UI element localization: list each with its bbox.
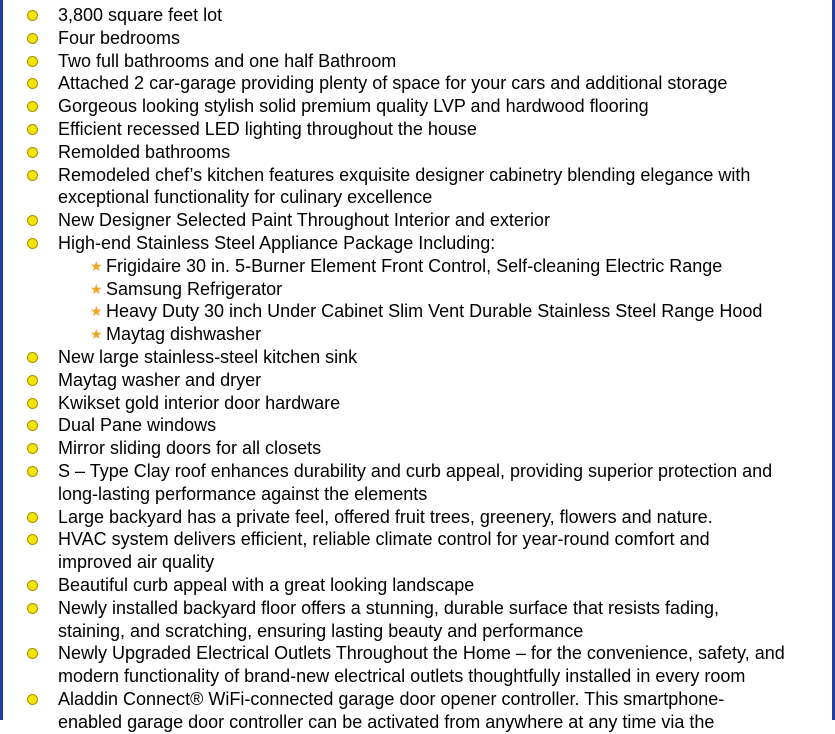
feature-text: New Designer Selected Paint Throughout Interior and exterior — [58, 210, 550, 231]
feature-text: Large backyard has a private feel, offered fruit trees, greenery, flowers and nature. — [58, 506, 713, 527]
feature-item — [0, 414, 835, 437]
bullet-icon — [27, 420, 38, 431]
feature-item — [0, 27, 835, 50]
bullet-icon — [27, 603, 38, 614]
feature-text: enabled garage door controller can be activated from anywhere at any time via the — [58, 711, 715, 732]
feature-item — [0, 95, 835, 118]
star-icon: ★ — [90, 280, 103, 297]
feature-item — [0, 642, 835, 688]
feature-text: Kwikset gold interior door hardware — [58, 392, 341, 413]
feature-text: Gorgeous looking stylish solid premium quality LVP and hardwood flooring — [58, 96, 649, 117]
bullet-icon — [27, 466, 38, 477]
feature-item — [0, 72, 835, 95]
feature-item — [0, 437, 835, 460]
feature-text: Two full bathrooms and one half Bathroom — [58, 50, 397, 71]
bullet-icon — [27, 238, 38, 249]
feature-text: staining, and scratching, ensuring lasting beauty and performance — [58, 620, 584, 641]
bullet-icon — [27, 694, 38, 705]
bullet-icon — [27, 512, 38, 523]
feature-text: modern functionality of brand-new electrical outlets thoughtfully installed in every room — [58, 666, 746, 687]
feature-item — [0, 232, 835, 255]
bullet-icon — [27, 170, 38, 181]
feature-item — [0, 118, 835, 141]
feature-text: Remolded bathrooms — [58, 141, 231, 162]
appliance-text: Maytag dishwasher — [106, 324, 262, 345]
bullet-icon — [27, 78, 38, 89]
feature-text: Newly installed backyard floor offers a stunning, durable surface that resists fading, — [58, 597, 720, 618]
feature-text: Mirror sliding doors for all closets — [58, 438, 322, 459]
bullet-icon — [27, 10, 38, 21]
feature-text: Maytag washer and dryer — [58, 369, 262, 390]
feature-item — [0, 141, 835, 164]
appliance-text: Heavy Duty 30 inch Under Cabinet Slim Vent Durable Stainless Steel Range Hood — [106, 301, 763, 322]
feature-item — [0, 688, 835, 734]
feature-text: Dual Pane windows — [58, 415, 217, 436]
feature-item — [0, 369, 835, 392]
feature-item — [0, 460, 835, 506]
feature-text: HVAC system delivers efficient, reliable climate control for year-round comfort and — [58, 529, 710, 550]
bullet-icon — [27, 534, 38, 545]
bullet-icon — [27, 443, 38, 454]
feature-item — [0, 528, 835, 574]
bullet-icon — [27, 101, 38, 112]
feature-text: exceptional functionality for culinary excellence — [58, 187, 433, 208]
star-icon: ★ — [90, 303, 103, 320]
feature-item — [0, 164, 835, 210]
bullet-icon — [27, 33, 38, 44]
appliance-text: Frigidaire 30 in. 5-Burner Element Front Control, Self-cleaning Electric Range — [106, 255, 723, 276]
bullet-icon — [27, 147, 38, 158]
bullet-icon — [27, 375, 38, 386]
feature-item — [0, 4, 835, 27]
feature-text: Aladdin Connect® WiFi-connected garage door opener controller. This smartphone- — [58, 688, 725, 709]
feature-item — [0, 50, 835, 73]
appliance-item — [0, 278, 835, 301]
bullet-icon — [27, 648, 38, 659]
appliance-item — [0, 255, 835, 278]
bullet-icon — [27, 56, 38, 67]
bullet-icon — [27, 398, 38, 409]
feature-item — [0, 597, 835, 643]
feature-item — [0, 506, 835, 529]
feature-text: New large stainless-steel kitchen sink — [58, 346, 358, 367]
bullet-icon — [27, 124, 38, 135]
feature-text: High-end Stainless Steel Appliance Package Including: — [58, 232, 496, 253]
appliance-item — [0, 300, 835, 323]
feature-text: long-lasting performance against the elements — [58, 483, 428, 504]
bullet-icon — [27, 580, 38, 591]
feature-text: S – Type Clay roof enhances durability and curb appeal, providing superior protection and — [58, 460, 773, 481]
appliance-text: Samsung Refrigerator — [106, 278, 283, 299]
feature-list — [0, 4, 835, 734]
star-icon: ★ — [90, 257, 103, 274]
feature-item — [0, 346, 835, 369]
star-icon: ★ — [90, 326, 103, 343]
feature-text: Remodeled chef’s kitchen features exquisite designer cabinetry blending elegance with — [58, 164, 751, 185]
feature-text: Newly Upgraded Electrical Outlets Throughout the Home – for the convenience, safety, and — [58, 643, 785, 664]
bullet-icon — [27, 215, 38, 226]
feature-text: Four bedrooms — [58, 27, 181, 48]
feature-text: 3,800 square feet lot — [58, 5, 223, 25]
feature-text: Beautiful curb appeal with a great looking landscape — [58, 574, 475, 595]
feature-item — [0, 392, 835, 415]
feature-item — [0, 209, 835, 232]
feature-text: Efficient recessed LED lighting throughout the house — [58, 118, 477, 139]
feature-text: Attached 2 car-garage providing plenty of space for your cars and additional storage — [58, 73, 728, 94]
feature-text: improved air quality — [58, 552, 215, 573]
appliance-item — [0, 323, 835, 346]
feature-item — [0, 574, 835, 597]
bullet-icon — [27, 352, 38, 363]
